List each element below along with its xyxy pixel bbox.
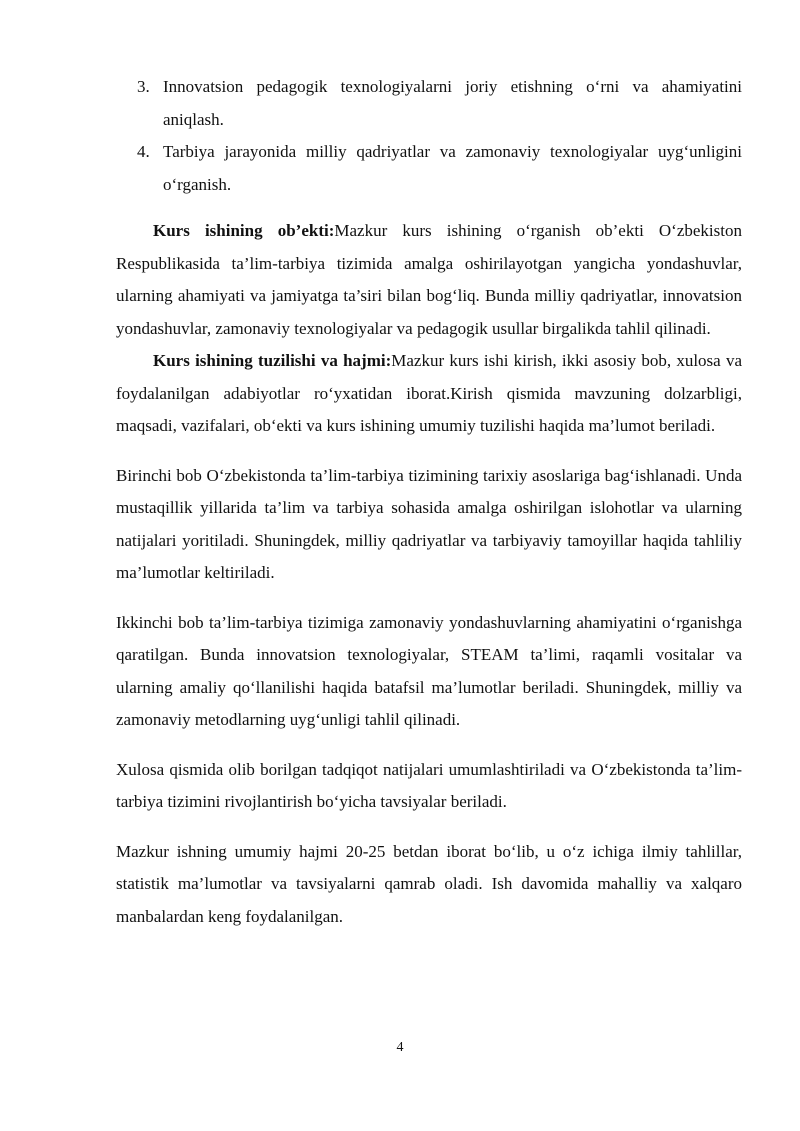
list-item-text: Tarbiya jarayonida milliy qadriyatlar va zamonaviy texnologiyalar uygʻunligini oʻrganish.: [163, 142, 742, 194]
chapter-two-paragraph: Ikkinchi bob ta’lim-tarbiya tizimiga zamonaviy yondashuvlarning ahamiyatini oʻrganishga qaratilgan. Bunda innovatsion texnologiyalar, STEAM ta’limi, raqamli vositalar va ularning amaliy qoʻllanilishi haqida batafsil ma’lumotlar beriladi. Shuningdek, milliy va zamonaviy metodlarning uygʻunligi tahlil qilinadi.: [116, 612, 742, 729]
list-item: [116, 136, 742, 201]
page-content: [116, 71, 742, 933]
object-heading: Kurs ishining ob’ekti:: [153, 221, 335, 240]
list-item-number: 4.: [137, 142, 150, 161]
structure-text: Mazkur kurs ishi kirish, ikki asosiy bob, xulosa va foydalanilgan adabiyotlar roʻyxatidan iborat.Kirish qismida mavzuning dolzarbligi, maqsadi, vazifalari, obʻekti va kurs ishining umumiy tuzilishi haqida ma’lumot beriladi.: [116, 351, 742, 435]
conclusion-paragraph: Xulosa qismida olib borilgan tadqiqot natijalari umumlashtiriladi va Oʻzbekistonda ta’lim-tarbiya tizimini rivojlantirish boʻyicha tavsiyalar beriladi.: [116, 759, 742, 811]
list-item-number: 3.: [137, 77, 150, 96]
object-text: Mazkur kurs ishining oʻrganish ob’ekti Oʻzbekiston Respublikasida ta’lim-tarbiya tizimida amalga oshirilayotgan yangicha yondashuvlar, ularning ahamiyati va jamiyatga ta’siri bilan bogʻliq. Bunda milliy qadriyatlar, innovatsion yondashuvlar, zamonaviy texnologiyalar va pedagogik usullar birgalikda tahlil qilinadi.: [116, 221, 742, 338]
volume-paragraph: Mazkur ishning umumiy hajmi 20-25 betdan iborat boʻlib, u oʻz ichiga ilmiy tahlillar, statistik ma’lumotlar va tavsiyalarni qamrab oladi. Ish davomida mahalliy va xalqaro manbalardan keng foydalanilgan.: [116, 841, 742, 926]
list-item: [116, 71, 742, 136]
structure-paragraph: [116, 345, 742, 443]
object-paragraph: [116, 215, 742, 345]
page-number: 4: [396, 1040, 404, 1055]
task-list: [116, 71, 742, 201]
chapter-one-paragraph: Birinchi bob Oʻzbekistonda ta’lim-tarbiya tizimining tarixiy asoslariga bagʻishlanadi. Unda mustaqillik yillarida ta’lim va tarbiya sohasida amalga oshirilgan islohotlar va ularning natijalari yoritiladi. Shuningdek, milliy qadriyatlar va tarbiyaviy tamoyillar haqida tahliliy ma’lumotlar keltiriladi.: [116, 465, 742, 582]
list-item-text: Innovatsion pedagogik texnologiyalarni joriy etishning oʻrni va ahamiyatini aniqlash.: [163, 77, 742, 129]
structure-heading: Kurs ishining tuzilishi va hajmi:: [153, 351, 392, 370]
